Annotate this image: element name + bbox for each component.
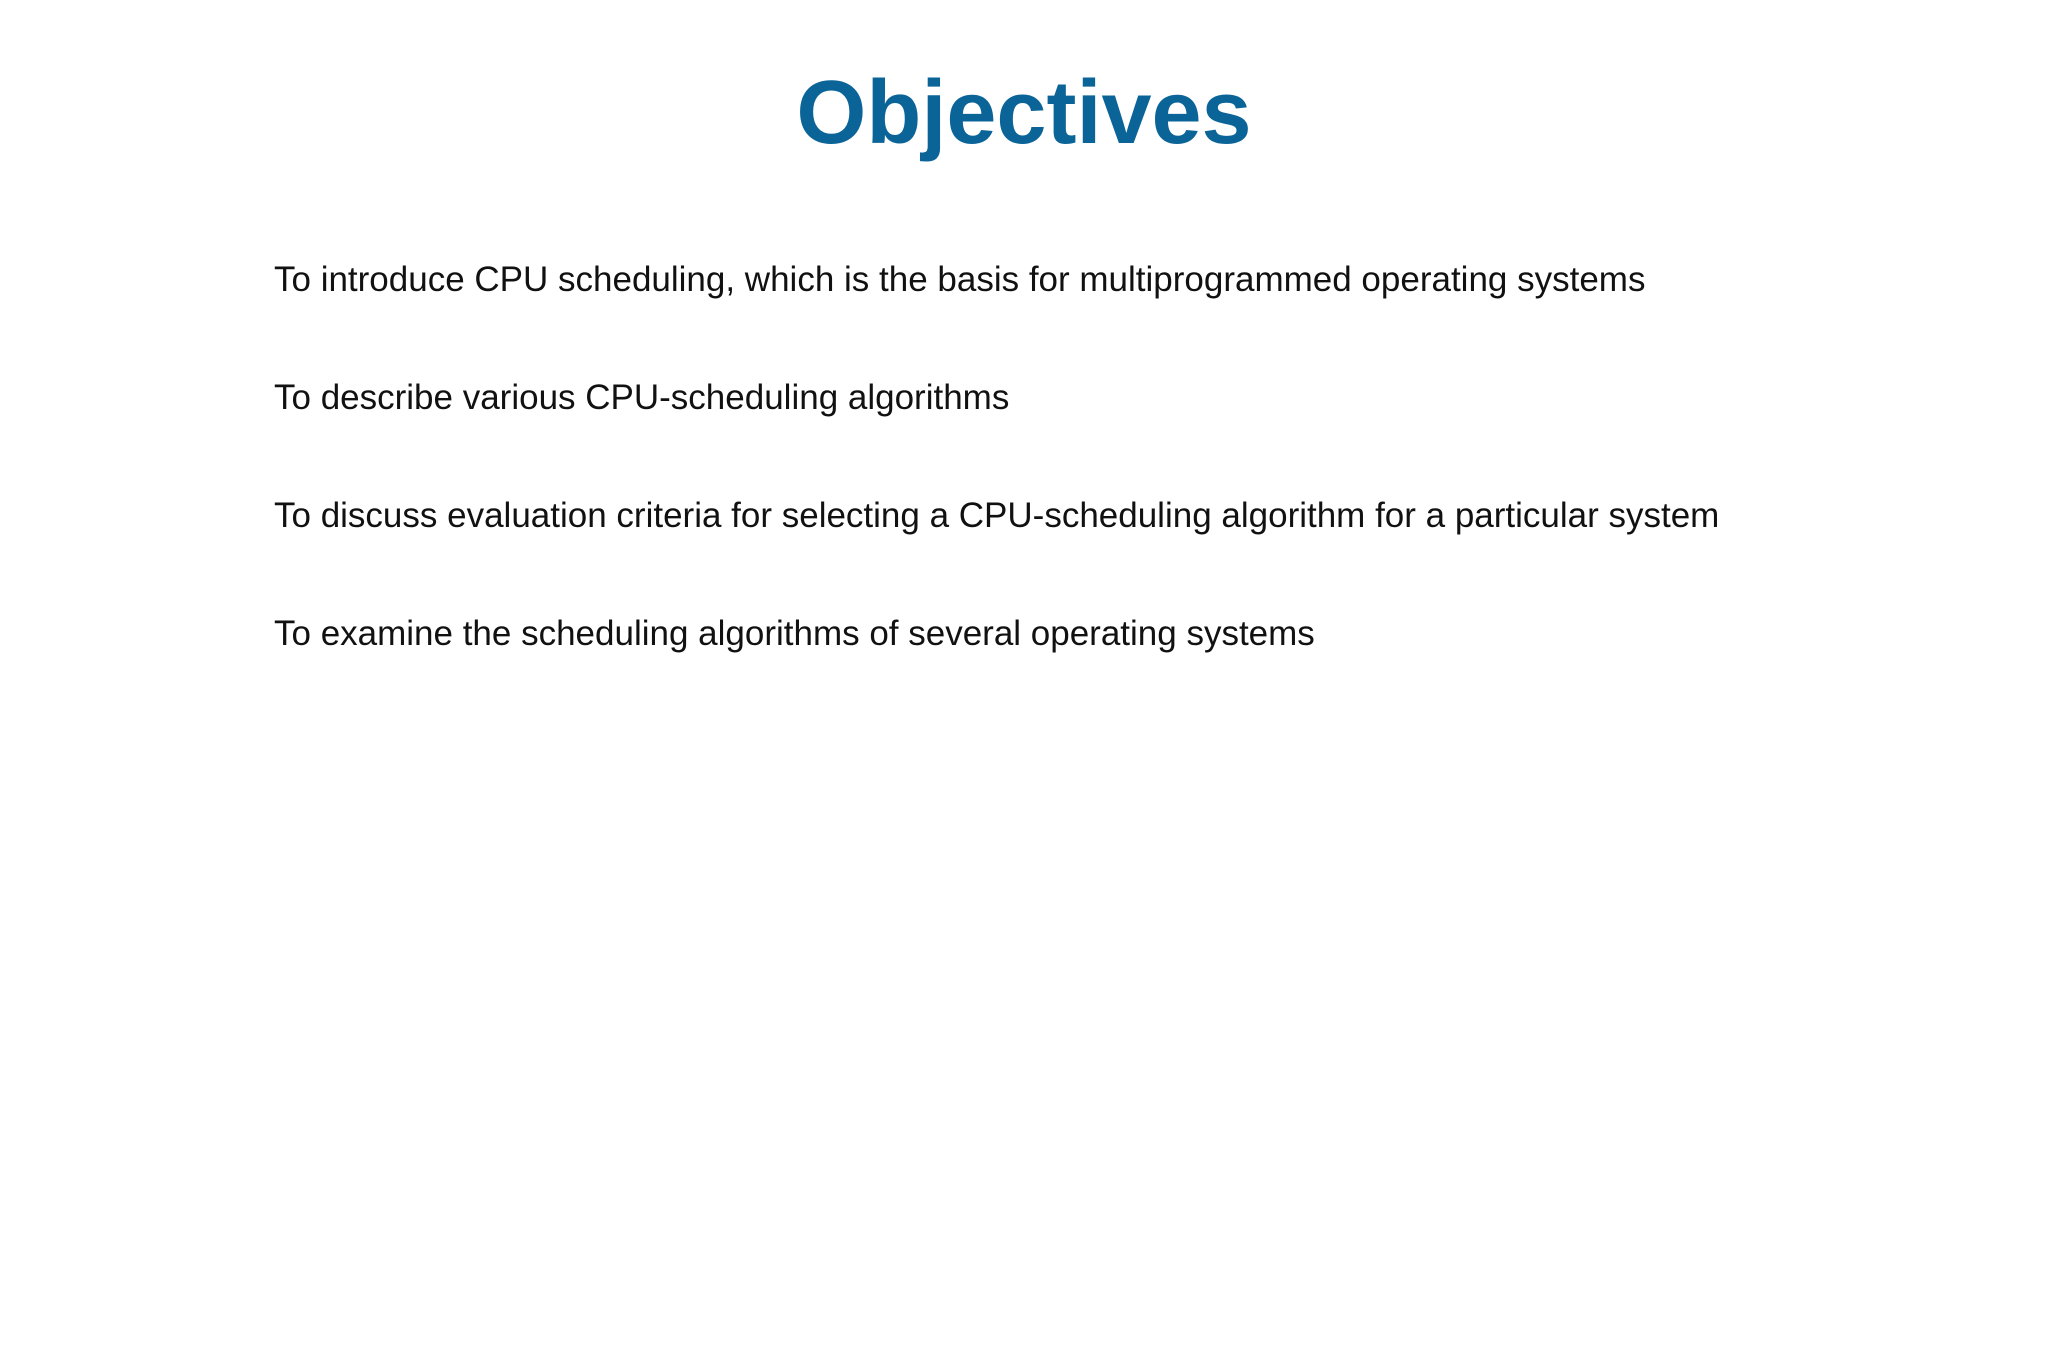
objective-item: To examine the scheduling algorithms of several operating systems [274, 614, 1315, 653]
slide-title: Objectives [796, 63, 1252, 163]
objective-item: To introduce CPU scheduling, which is the basis for multiprogrammed operating systems [274, 260, 1646, 299]
objective-item: To describe various CPU-scheduling algorithms [274, 378, 1010, 417]
objectives-list [274, 258, 1974, 730]
objective-item: To discuss evaluation criteria for selecting a CPU-scheduling algorithm for a particular system [274, 496, 1720, 535]
